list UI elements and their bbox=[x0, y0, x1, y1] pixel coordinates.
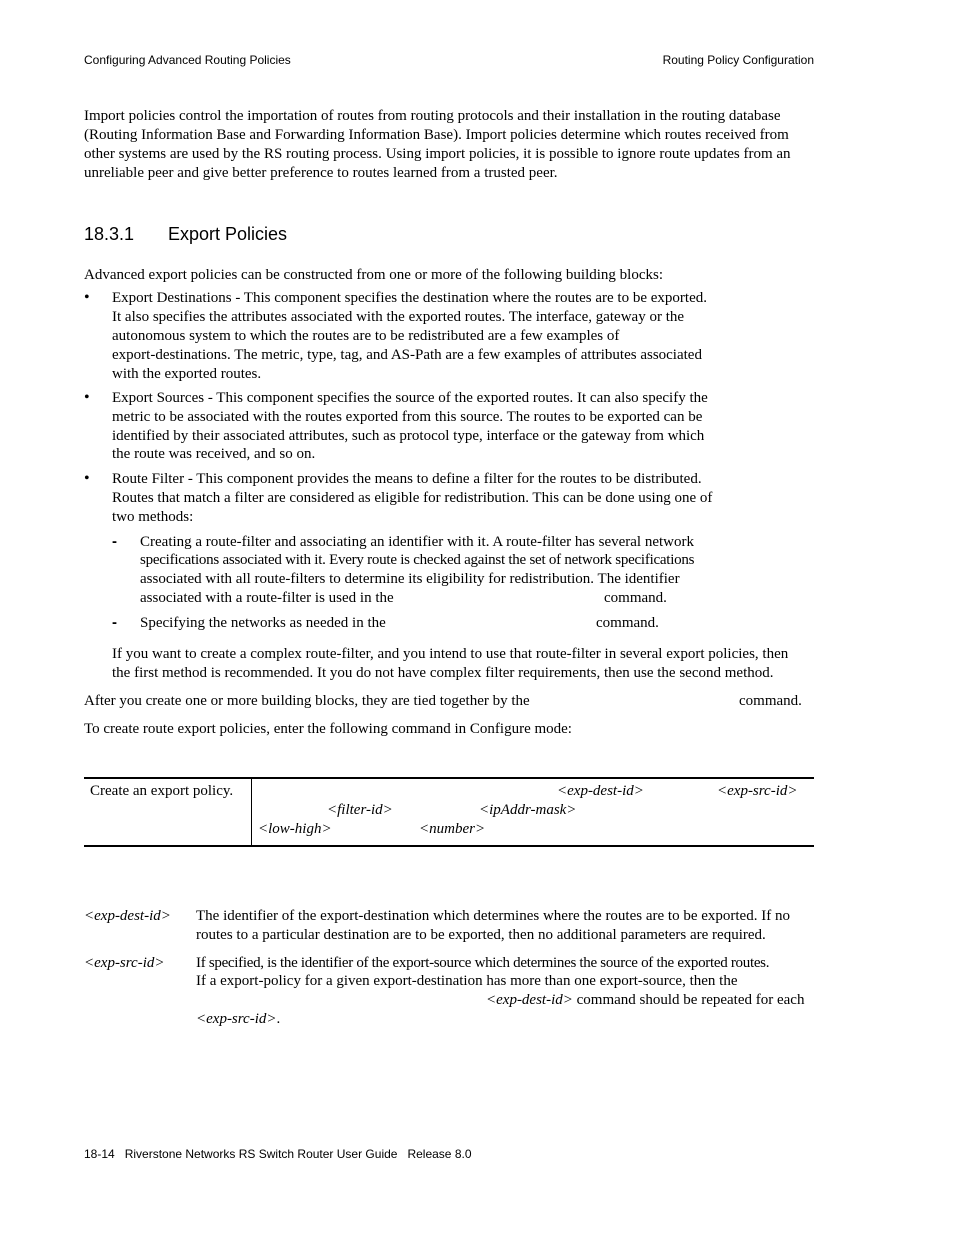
section-title: Export Policies bbox=[168, 224, 288, 244]
definition-inline-text: . bbox=[276, 1011, 281, 1027]
bullet-line: the route was received, and so on. bbox=[112, 446, 316, 462]
definition-term: <exp-dest-id> bbox=[84, 908, 171, 924]
bullet-line: Route Filter - This component provides the means to define a filter for the routes to be distributed. bbox=[112, 471, 702, 487]
command-description: Create an export policy. bbox=[90, 783, 234, 799]
bullet-line: with the exported routes. bbox=[112, 366, 262, 382]
table-bottom-rule bbox=[84, 845, 814, 847]
bullet-line: It also specifies the attributes associated with the exported routes. The interface, gateway or the bbox=[112, 309, 685, 325]
bullet-marker: • bbox=[84, 289, 90, 306]
param-exp-dest-id: <exp-dest-id> bbox=[557, 783, 644, 799]
intro-line: (Routing Information Base and Forwarding Information Base). Import policies determine which routes received from bbox=[84, 127, 789, 143]
bullet-line: autonomous system to which the routes are to be redistributed are a few examples of bbox=[112, 328, 620, 344]
lead-paragraph: Advanced export policies can be constructed from one or more of the following building blocks: bbox=[84, 267, 664, 283]
configure-paragraph: To create route export policies, enter the following command in Configure mode: bbox=[84, 721, 572, 737]
table-divider bbox=[251, 779, 252, 845]
definition-inline-term: <exp-src-id> bbox=[196, 1011, 277, 1027]
section-number: 18.3.1 bbox=[84, 224, 135, 244]
bullet-line: identified by their associated attributes, such as protocol type, interface or the gateway from which bbox=[112, 428, 705, 444]
param-number: <number> bbox=[419, 821, 486, 837]
definition-term: <exp-src-id> bbox=[84, 955, 165, 971]
intro-line: other systems are used by the RS routing process. Using import policies, it is possible to ignore route updates from an bbox=[84, 146, 791, 162]
intro-line: Import policies control the importation of routes from routing protocols and their installation in the routing database bbox=[84, 108, 781, 124]
subitem-tail: command. bbox=[596, 615, 659, 631]
subitem-line: specifications associated with it. Every route is checked against the set of network specifications bbox=[140, 552, 695, 568]
dash-marker: - bbox=[112, 533, 117, 550]
bullet-line: two methods: bbox=[112, 509, 194, 525]
param-filter-id: <filter-id> bbox=[327, 802, 393, 818]
bullet-line: metric to be associated with the routes exported from this source. The routes to be exported can be bbox=[112, 409, 703, 425]
table-top-rule bbox=[84, 777, 814, 779]
subitem-line: associated with a route-filter is used in the bbox=[140, 590, 394, 606]
building-blocks-paragraph: After you create one or more building blocks, they are tied together by the bbox=[84, 693, 530, 709]
param-exp-src-id: <exp-src-id> bbox=[717, 783, 798, 799]
subitem-tail: command. bbox=[604, 590, 667, 606]
definition-line bbox=[196, 1011, 280, 1028]
bullet-marker: • bbox=[84, 389, 90, 406]
intro-line: unreliable peer and give better preference to routes learned from a trusted peer. bbox=[84, 165, 558, 181]
dash-marker: - bbox=[112, 614, 117, 631]
bullet-line: export-destinations. The metric, type, tag, and AS-Path are a few examples of attributes associated bbox=[112, 347, 702, 363]
bullet-line: Export Destinations - This component specifies the destination where the routes are to be exported. bbox=[112, 290, 707, 306]
definition-line: If a export-policy for a given export-destination has more than one export-source, then the bbox=[196, 973, 738, 989]
subitem-line: Specifying the networks as needed in the bbox=[140, 615, 386, 631]
note-line: the first method is recommended. It you do not have complex filter requirements, then use the second method. bbox=[112, 665, 774, 681]
subitem-line: associated with all route-filters to determine its eligibility for redistribution. The identifier bbox=[140, 571, 680, 587]
bullet-line: Routes that match a filter are considered as eligible for redistribution. This can be done using one of bbox=[112, 490, 713, 506]
definition-line bbox=[486, 992, 804, 1009]
bullet-marker: • bbox=[84, 470, 90, 487]
param-ipaddr-mask: <ipAddr-mask> bbox=[479, 802, 577, 818]
definition-line: The identifier of the export-destination which determines where the routes are to be exported. If no bbox=[196, 908, 790, 924]
subitem-line: Creating a route-filter and associating an identifier with it. A route-filter has several network bbox=[140, 534, 694, 550]
param-low-high: <low-high> bbox=[258, 821, 332, 837]
running-header-left: Configuring Advanced Routing Policies bbox=[84, 53, 291, 67]
running-header-right: Routing Policy Configuration bbox=[662, 53, 814, 67]
building-blocks-tail: command. bbox=[739, 693, 802, 709]
definition-line: routes to a particular destination are to be exported, then no additional parameters are required. bbox=[196, 927, 766, 943]
page-footer: 18-14 Riverstone Networks RS Switch Router User Guide Release 8.0 bbox=[84, 1147, 472, 1161]
definition-inline-term: <exp-dest-id> bbox=[486, 992, 573, 1008]
definition-line: If specified, is the identifier of the export-source which determines the source of the exported routes. bbox=[196, 955, 770, 971]
note-line: If you want to create a complex route-filter, and you intend to use that route-filter in several export policies, then bbox=[112, 646, 789, 662]
definition-inline-text: command should be repeated for each bbox=[572, 992, 805, 1008]
bullet-line: Export Sources - This component specifies the source of the exported routes. It can also specify the bbox=[112, 390, 708, 406]
